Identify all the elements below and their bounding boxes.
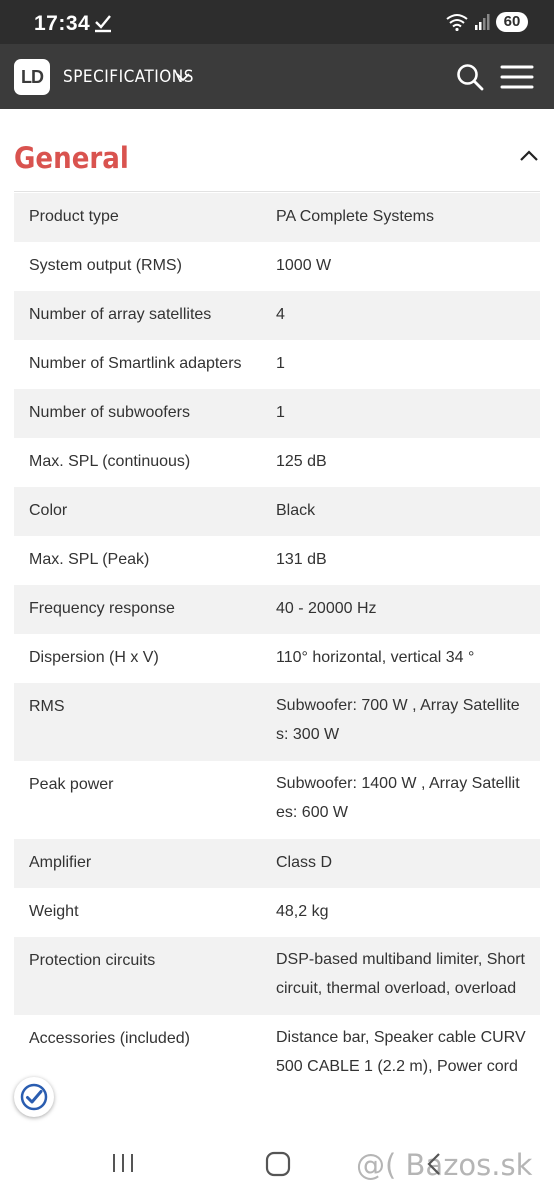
spec-label: Peak power <box>29 776 114 793</box>
spec-table <box>14 193 540 1093</box>
app-header <box>0 44 554 109</box>
table-row <box>14 242 540 291</box>
home-icon[interactable] <box>265 1151 291 1177</box>
spec-value: Black <box>276 502 316 519</box>
search-icon[interactable] <box>455 62 485 92</box>
spec-value: 4 <box>276 306 285 323</box>
spec-value: PA Complete Systems <box>276 208 434 225</box>
table-row <box>14 1015 540 1093</box>
hamburger-menu-icon[interactable] <box>500 63 534 91</box>
spec-value: 110° horizontal, vertical 34 ° <box>276 649 475 666</box>
chevron-up-icon[interactable] <box>518 148 540 164</box>
table-row <box>14 193 540 242</box>
system-nav-bar <box>0 1130 554 1200</box>
spec-label: RMS <box>29 698 65 715</box>
specifications-dropdown[interactable]: SPECIFICATIONS <box>63 67 194 87</box>
spec-value: Class D <box>276 854 333 871</box>
download-done-icon <box>94 13 112 33</box>
ld-logo[interactable]: LD <box>14 59 50 95</box>
table-row <box>14 937 540 1015</box>
section-divider <box>14 191 540 192</box>
back-icon[interactable] <box>425 1152 443 1176</box>
battery-indicator: 60 <box>496 12 528 32</box>
table-row <box>14 761 540 839</box>
spec-label: Number of Smartlink adapters <box>29 355 242 372</box>
bazos-watermark: @( Bazos.sk <box>356 1148 533 1182</box>
spec-label: Max. SPL (Peak) <box>29 551 150 568</box>
spec-value: 48,2 kg <box>276 903 329 920</box>
spec-label: Number of array satellites <box>29 306 212 323</box>
table-row <box>14 585 540 634</box>
spec-value: 1 <box>276 404 285 421</box>
spec-value: Distance bar, Speaker cable CURV 500 CABLE 1 (2.2 m), Power cord <box>276 1029 526 1075</box>
status-indicators <box>446 12 528 32</box>
spec-label: Dispersion (H x V) <box>29 649 159 666</box>
status-time: 17:34 <box>34 12 91 35</box>
table-row <box>14 438 540 487</box>
spec-label: Protection circuits <box>29 952 156 969</box>
spec-label: Frequency response <box>29 600 175 617</box>
spec-value: 125 dB <box>276 453 327 470</box>
table-row <box>14 487 540 536</box>
recent-apps-icon[interactable] <box>111 1152 135 1174</box>
spec-value: 40 - 20000 Hz <box>276 600 377 617</box>
spec-label: Accessories (included) <box>29 1030 190 1047</box>
table-row <box>14 683 540 761</box>
status-bar <box>0 0 554 44</box>
table-row <box>14 536 540 585</box>
signal-icon <box>474 13 490 31</box>
chevron-down-icon[interactable] <box>175 70 191 84</box>
spec-value: DSP-based multiband limiter, Short circuit, thermal overload, overload <box>276 951 525 997</box>
verified-check-icon <box>19 1082 49 1112</box>
spec-label: Weight <box>29 903 79 920</box>
table-row <box>14 340 540 389</box>
spec-value: 1000 W <box>276 257 332 274</box>
spec-label: Color <box>29 502 68 519</box>
spec-label: Max. SPL (continuous) <box>29 453 191 470</box>
spec-label: Number of subwoofers <box>29 404 190 421</box>
table-row <box>14 389 540 438</box>
spec-label: Product type <box>29 208 119 225</box>
section-title-general: General <box>14 141 129 175</box>
spec-label: Amplifier <box>29 854 92 871</box>
spec-value: 131 dB <box>276 551 327 568</box>
spec-value: Subwoofer: 700 W , Array Satellites: 300 W <box>276 697 520 743</box>
table-row <box>14 839 540 888</box>
spec-value: 1 <box>276 355 285 372</box>
spec-label: System output (RMS) <box>29 257 182 274</box>
trust-badge[interactable] <box>14 1077 54 1117</box>
wifi-icon <box>446 13 468 31</box>
table-row <box>14 291 540 340</box>
spec-value: Subwoofer: 1400 W , Array Satellites: 600 W <box>276 775 520 821</box>
